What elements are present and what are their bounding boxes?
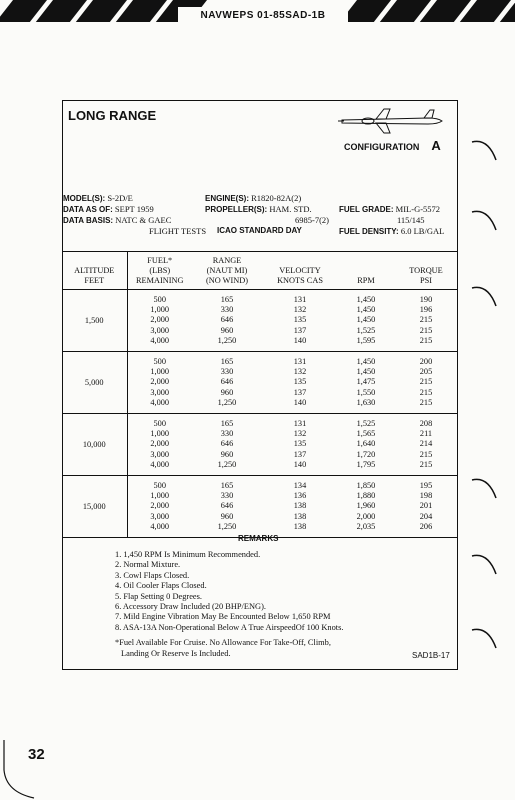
- col-velocity: VELOCITY KNOTS CAS: [262, 252, 338, 290]
- list-item: 6. Accessory Draw Included (20 BHP/ENG).: [115, 602, 266, 612]
- page-title: LONG RANGE: [68, 108, 157, 123]
- figure-code: SAD1B-17: [412, 651, 450, 660]
- document-number: NAVWEPS 01-85SAD-1B: [178, 7, 348, 25]
- table-row: 5,000 500 1,000 2,000 3,000 4,000 165 330 646 960 1,250 131 132 135 137 140 1,450 1,450 1,475 1,550 1,630 200 205 215 215 215: [62, 352, 458, 414]
- info-middle: ENGINE(S): R1820-82A(2) PROPELLER(S): HAM. STD. 6985-7(2) ICAO STANDARD DAY: [205, 193, 329, 235]
- binder-hole-mark: [470, 626, 500, 666]
- page-corner-curve: [0, 740, 40, 800]
- list-item: 5. Flap Setting 0 Degrees.: [115, 591, 202, 601]
- binder-hole-mark: [470, 552, 500, 592]
- configuration-label: CONFIGURATION A: [344, 138, 441, 153]
- table-row: 15,000 500 1,000 2,000 3,000 4,000 165 330 646 960 1,250 134 136 138 138 138 1,850 1,880 1,960 2,000 2,035 195 198 201 204 206: [62, 476, 458, 538]
- col-rpm: RPM: [338, 252, 394, 290]
- footnote: *Fuel Available For Cruise. No Allowance For Take-Off, Climb, Landing Or Reserve Is Included.: [115, 638, 331, 658]
- list-item: 8. ASA-13A Non-Operational Below A True AirspeedOf 100 Knots.: [115, 622, 344, 632]
- list-item: 3. Cowl Flaps Closed.: [115, 570, 190, 580]
- binder-hole-mark: [470, 284, 500, 324]
- list-item: 1. 1,450 RPM Is Minimum Recommended.: [115, 550, 261, 559]
- col-fuel: FUEL* (LBS) REMAINING: [127, 252, 192, 290]
- binder-hole-mark: [470, 138, 500, 178]
- configuration-value: A: [431, 138, 441, 153]
- remarks-title: REMARKS: [238, 534, 279, 543]
- col-range: RANGE (NAUT MI) (NO WIND): [192, 252, 262, 290]
- aircraft-silhouette-icon: [338, 106, 448, 136]
- remarks-list: [115, 550, 343, 633]
- binder-hole-mark: [470, 476, 500, 516]
- info-right: FUEL GRADE: MIL-G-5572 115/145 FUEL DENSITY: 6.0 LB/GAL: [339, 204, 445, 236]
- table-row: 1,500 500 1,000 2,000 3,000 4,000 165 330 646 960 1,250 131 132 135 137 140 1,450 1,450 1,450 1,525 1,595 190 196 215 215 215: [62, 290, 458, 352]
- list-item: 2. Normal Mixture.: [115, 560, 181, 570]
- info-left: MODEL(S): S-2D/E DATA AS OF: SEPT 1959 DATA BASIS: NATC & GAEC FLIGHT TESTS: [63, 193, 207, 236]
- table-row: 10,000 500 1,000 2,000 3,000 4,000 165 330 646 960 1,250 131 132 135 137 140 1,525 1,565 1,640 1,720 1,795 208 211 214 215 215: [62, 414, 458, 476]
- list-item: 4. Oil Cooler Flaps Closed.: [115, 581, 207, 591]
- performance-table: [62, 251, 458, 538]
- col-torque: TORQUE PSI: [394, 252, 458, 290]
- list-item: 7. Mild Engine Vibration May Be Encounted Below 1,650 RPM: [115, 612, 331, 622]
- header-band: [0, 0, 515, 30]
- binder-hole-mark: [470, 208, 500, 248]
- page-number: 32: [28, 746, 45, 763]
- col-altitude: ALTITUDE FEET: [62, 252, 127, 290]
